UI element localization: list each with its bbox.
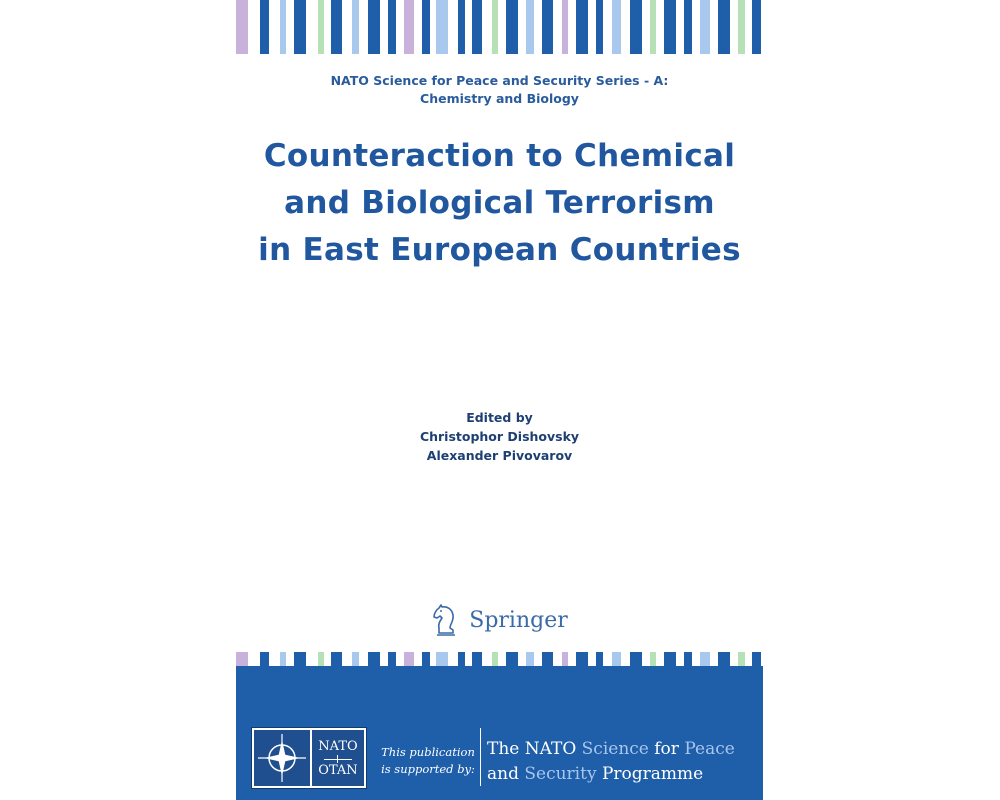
supported-by-text	[378, 744, 478, 778]
supported-line-2: is supported by:	[381, 762, 475, 776]
publisher-name: Springer	[469, 607, 568, 633]
publisher-logo	[236, 600, 763, 640]
edited-by-label: Edited by	[466, 410, 533, 425]
programme-accent-text: Science	[581, 739, 649, 759]
series-line-1: NATO Science for Peace and Security Series - A:	[330, 73, 669, 88]
programme-line-2	[487, 762, 757, 787]
title-line-1: Counteraction to Chemical	[263, 138, 736, 174]
title-line-3: in East European Countries	[258, 232, 741, 268]
nato-compass-star-icon	[254, 730, 310, 786]
series-name	[236, 72, 763, 108]
book-cover	[236, 0, 763, 800]
logo-divider-tick	[337, 755, 338, 763]
logo-divider	[324, 759, 352, 760]
programme-text: and	[487, 764, 525, 784]
series-line-2: Chemistry and Biology	[420, 91, 579, 106]
springer-chess-knight-icon	[431, 603, 461, 637]
editors-block	[236, 408, 763, 465]
band-separator	[480, 728, 481, 786]
programme-accent-text: Security	[524, 764, 597, 784]
supported-line-1: This publication	[381, 745, 475, 759]
programme-name	[487, 737, 757, 787]
top-stripe-pattern	[236, 0, 763, 54]
programme-accent-text: Peace	[684, 739, 735, 759]
programme-text: The NATO	[487, 739, 582, 759]
mid-stripe-pattern	[236, 652, 763, 666]
nato-programme-band	[236, 666, 763, 800]
book-title	[236, 133, 763, 274]
editor-name: Christophor Dishovsky	[419, 429, 580, 444]
otan-word: OTAN	[318, 763, 358, 778]
editor-name: Alexander Pivovarov	[426, 448, 573, 463]
nato-otan-wordmark	[312, 730, 364, 786]
programme-text: Programme	[596, 764, 704, 784]
programme-line-1	[487, 737, 757, 762]
nato-word: NATO	[318, 739, 358, 754]
nato-otan-logo	[251, 727, 367, 789]
programme-text: for	[648, 739, 685, 759]
title-line-2: and Biological Terrorism	[284, 185, 715, 221]
